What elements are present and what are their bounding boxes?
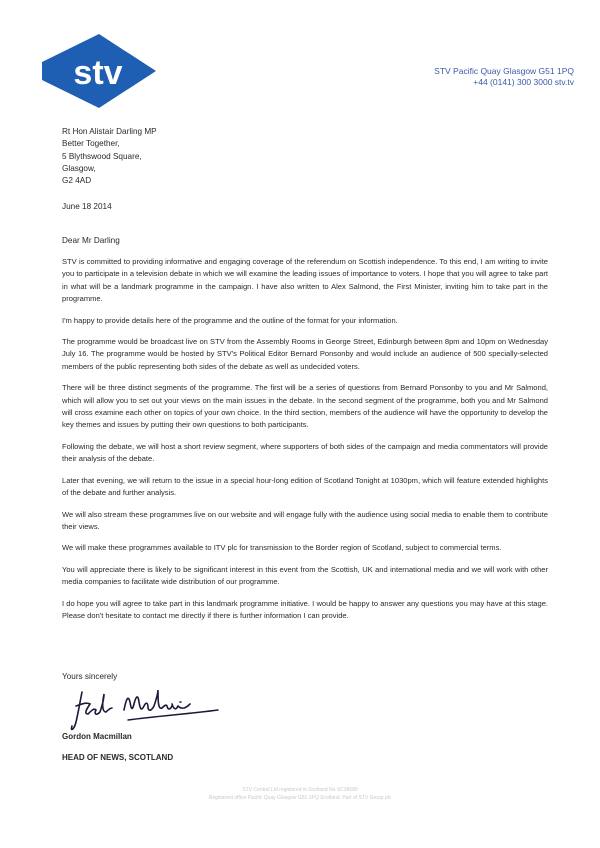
recipient-line: G2 4AD bbox=[62, 176, 92, 186]
body-paragraph: We will make these programmes available to ITV plc for transmission to the Border region of Scotland, subject to commercial terms. bbox=[62, 543, 502, 553]
stv-logo bbox=[42, 34, 156, 108]
body-paragraph: We will also stream these programmes live on our website and will engage fully with the audience using social media to enable them to contribute their views. bbox=[62, 509, 548, 531]
footer-line: STV Central Ltd registered in Scotland No SC38689 bbox=[242, 787, 358, 793]
logo-text: stv bbox=[73, 54, 123, 92]
body-paragraph: STV is committed to providing informative and engaging coverage of the referendum on Scottish independence. To this end, I am writing to invite you to participate in a television debate in which we will examine the leading issues of importance to voters. I hope that you will agree to take part in what will be a landmark programme in the campaign. I have also written to Alex Salmond, the First Minister, inviting him to take part in the programme. bbox=[62, 257, 548, 304]
body-paragraph: There will be three distinct segments of the programme. The first will be a series of questions from Bernard Ponsonby to you and Mr Salmond, which will allow you to set out your views on the main issues in the debate. In the second segment of the programme, both you and Mr Salmond will cross examine each other on topics of your own choice. In the third section, members of the audience will have the opportunity to develop the key themes and issues by putting their own questions to both participants. bbox=[62, 383, 548, 430]
footer bbox=[0, 786, 600, 802]
sender-address-line: STV Pacific Quay Glasgow G51 1PQ bbox=[434, 66, 574, 76]
letter-date: June 18 2014 bbox=[62, 202, 112, 211]
recipient-line: Rt Hon Alistair Darling MP bbox=[62, 127, 157, 136]
body-paragraph: I do hope you will agree to take part in this landmark programme initiative. I would be happy to answer any questions you may have at this stage. Please don't hesitate to contact me directly if there is further information I can provide. bbox=[62, 598, 548, 620]
recipient-line: 5 Blythswood Square, bbox=[62, 151, 142, 161]
body-paragraph: Following the debate, we will host a short review segment, where supporters of both sides of the campaign and media commentators will provide their analysis of the debate. bbox=[62, 441, 548, 464]
recipient-line: Better Together, bbox=[62, 139, 120, 149]
salutation: Dear Mr Darling bbox=[62, 236, 120, 245]
body-paragraph: Later that evening, we will return to the issue in a special hour-long edition of Scotland Tonight at 1030pm, which will feature extended highlights of the debate and further analysis. bbox=[62, 475, 548, 498]
recipient-line: Glasgow, bbox=[62, 163, 96, 173]
sender-contact-line: +44 (0141) 300 3000 stv.tv bbox=[473, 77, 574, 87]
signer-title: HEAD OF NEWS, SCOTLAND bbox=[62, 753, 174, 762]
signer-name: Gordon Macmillan bbox=[62, 732, 132, 741]
sender-address bbox=[434, 66, 574, 88]
body-paragraph: I'm happy to provide details here of the programme and the outline of the format for your information. bbox=[62, 315, 398, 325]
handwritten-signature bbox=[68, 680, 228, 738]
letter-body bbox=[62, 256, 548, 631]
body-paragraph: You will appreciate there is likely to be significant interest in this event from the Scottish, UK and international media and we will work with other media companies to facilitate wide distribution of our programme. bbox=[62, 564, 548, 587]
recipient-address bbox=[62, 126, 157, 187]
body-paragraph: The programme would be broadcast live on STV from the Assembly Rooms in George Street, Edinburgh between 8pm and 10pm on Wednesday July 16. The programme would be hosted by STV's Political Editor Bernard Ponsonby and would include an audience of 500 specially-selected members of the public representing both sides of the debate as well as undecided voters. bbox=[62, 337, 548, 371]
closing: Yours sincerely bbox=[62, 672, 118, 681]
footer-line: Registered office Pacific Quay Glasgow G51 1PQ Scotland. Part of STV Group plc bbox=[208, 795, 392, 801]
